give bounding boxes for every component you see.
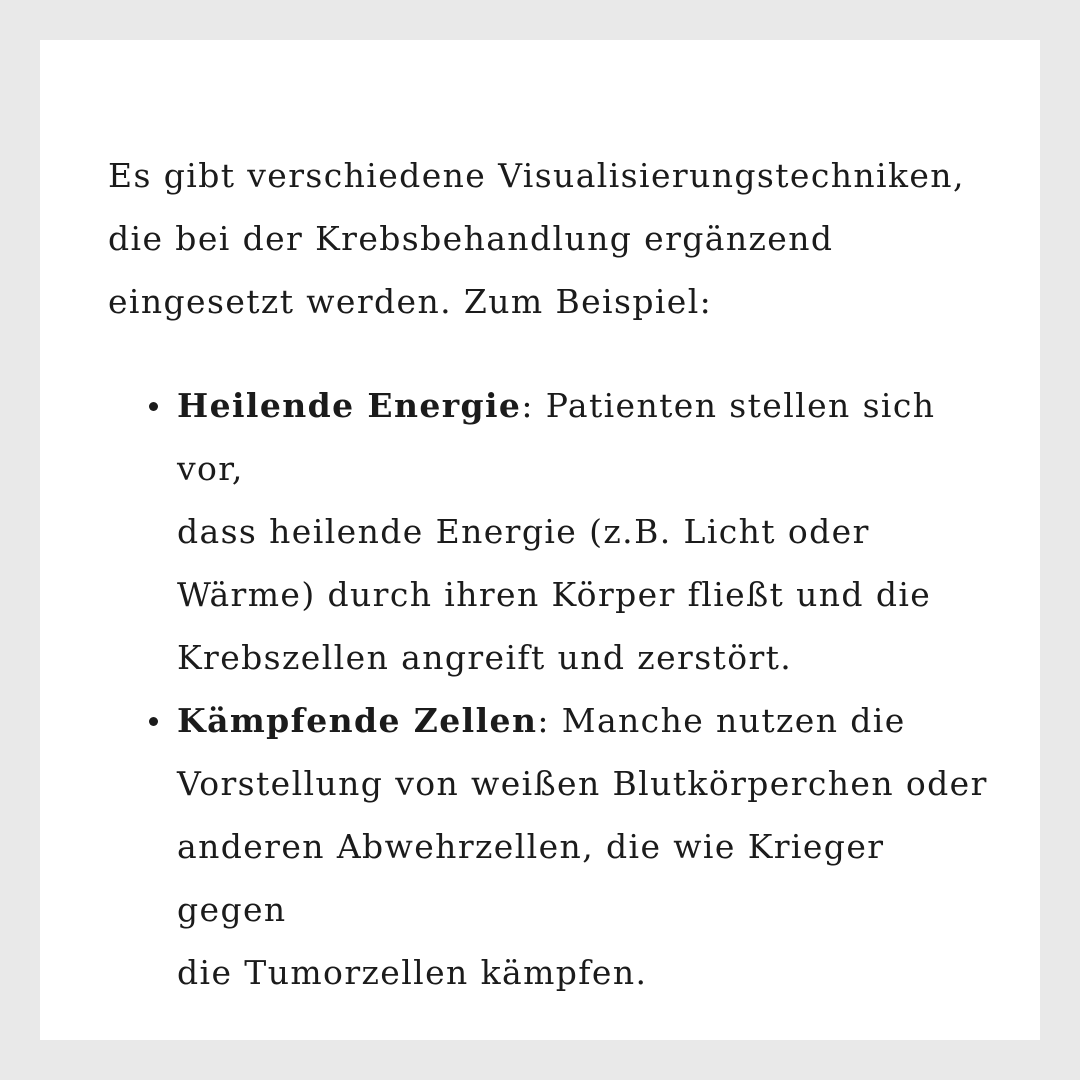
document-card: [40, 40, 1040, 1040]
technique-list: [177, 374, 997, 1004]
item-text-line: Manche nutzen die: [549, 701, 906, 740]
bullet-dot: [149, 402, 158, 411]
item-text-line: anderen Abwehrzellen, die wie Krieger gegen: [177, 827, 885, 929]
intro-line: Es gibt verschiedene Visualisierungstechniken,: [108, 156, 965, 195]
item-term: Kämpfende Zellen: [177, 701, 538, 740]
item-text-line: dass heilende Energie (z.B. Licht oder: [177, 512, 870, 551]
item-term: Heilende Energie: [177, 386, 522, 425]
item-text-line: Krebszellen angreift und zerstört.: [177, 638, 793, 677]
bullet-dot: [149, 717, 158, 726]
intro-line: die bei der Krebsbehandlung ergänzend: [108, 219, 834, 258]
intro-line: eingesetzt werden. Zum Beispiel:: [108, 282, 713, 321]
item-separator: :: [521, 386, 534, 425]
list-item-kaempfende-zellen: [177, 689, 997, 1004]
item-text-line: Vorstellung von weißen Blutkörperchen oder: [177, 764, 988, 803]
item-text-line: Wärme) durch ihren Körper fließt und die: [177, 575, 932, 614]
item-text-line: Patienten stellen sich vor,: [177, 386, 936, 488]
intro-paragraph: [108, 144, 968, 333]
item-separator: :: [537, 701, 550, 740]
list-item-heilende-energie: [177, 374, 997, 689]
item-text-line: die Tumorzellen kämpfen.: [177, 953, 648, 992]
